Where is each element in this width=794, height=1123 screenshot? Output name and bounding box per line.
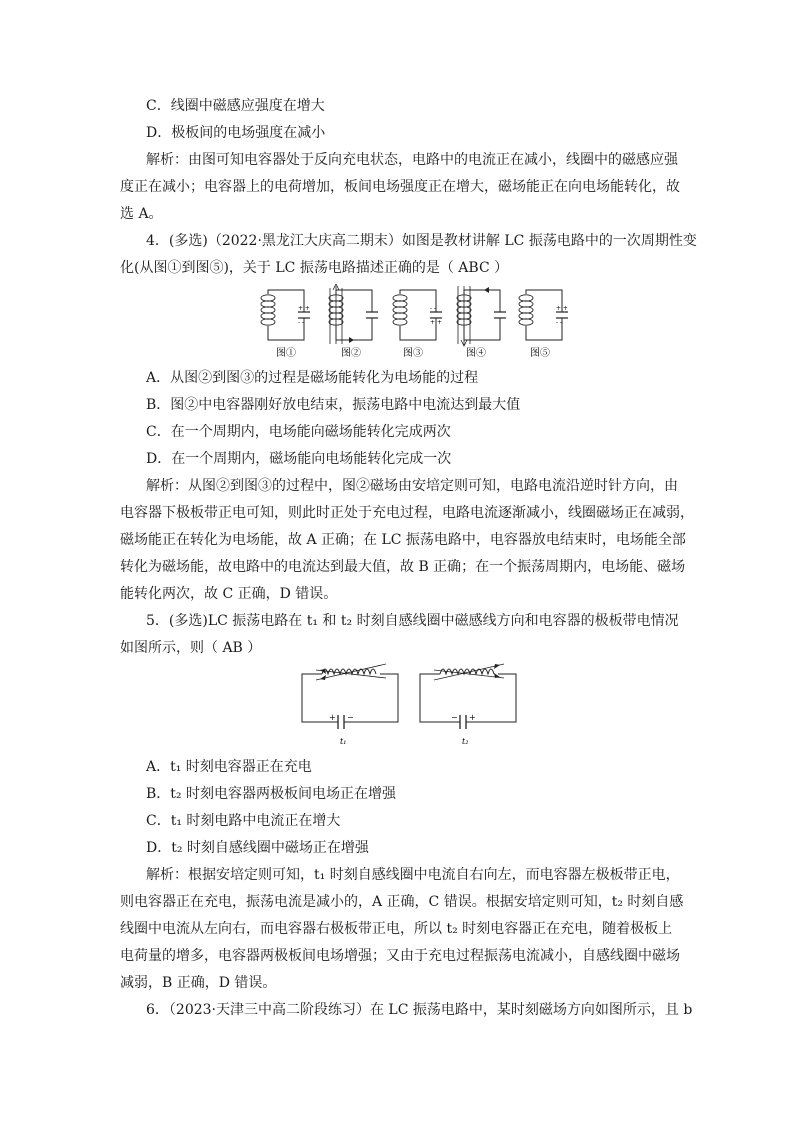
- svg-text:- -: - -: [298, 319, 304, 326]
- question-6-stem-line1: 6．（2023·天津三中高二阶段练习）在 LC 振荡电路中，某时刻磁场方向如图所示，且 b: [146, 1002, 693, 1018]
- t2-right-sign: +: [469, 713, 476, 722]
- question-4-stem-line2: 化(从图①到图⑤)，关于 LC 振荡电路描述正确的是（ ABC ）: [120, 260, 509, 276]
- circuit-2: [329, 284, 378, 344]
- question-5-stem-line2: 如图所示，则（ AB ）: [120, 640, 262, 656]
- analysis-q5-line5: 减弱，B 正确，D 错误。: [120, 975, 277, 991]
- figure-label-1: 图①: [276, 348, 296, 359]
- option-d-q5: D．t₂ 时刻自感线圈中磁场正在增强: [146, 840, 369, 856]
- option-b-q4: B．图②中电容器刚好放电结束，振荡电路中电流达到最大值: [146, 397, 521, 413]
- analysis-q4-line1: 解析：从图②到图③的过程中，图②磁场由安培定则可知，电路电流沿逆时针方向，由: [146, 478, 678, 494]
- svg-text:+ +: + +: [298, 305, 310, 312]
- analysis-q4-line2: 电容器下极板带正电可知，则此时正处于充电过程，电路电流逐渐减小，线圈磁场正在减弱，: [120, 505, 694, 521]
- figure-label-4: 图④: [466, 348, 486, 359]
- lc-circuit-figure-2: [298, 658, 520, 750]
- option-d-q4: D．在一个周期内，磁场能向电场能转化完成一次: [146, 451, 452, 467]
- option-a-q5: A．t₁ 时刻电容器正在充电: [146, 759, 312, 775]
- option-c-q5: C．t₁ 时刻电路中电流正在增大: [146, 813, 341, 829]
- question-4-stem-line1: 4．(多选)（2022·黑龙江大庆高二期末）如图是教材讲解 LC 振荡电路中的一次周期性变: [146, 233, 697, 249]
- analysis-q4-line4: 转化为磁场能，故电路中的电流达到最大值，故 B 正确；在一个振荡周期内，电场能、磁场: [120, 559, 686, 575]
- t2-left-sign: −: [451, 713, 458, 722]
- analysis-q5-line2: 则电容器正在充电，振荡电流是减小的，A 正确，C 错误。根据安培定则可知，t₂ 时刻自感: [120, 894, 684, 910]
- t1-right-sign: −: [347, 713, 354, 722]
- option-d-q3: D．极板间的电场强度在减小: [146, 125, 326, 141]
- t1-label: t₁: [340, 737, 347, 746]
- figure-label-2: 图②: [341, 348, 361, 359]
- analysis-q5-line3: 线圈中电流从左向右，而电容器右极板带正电，所以 t₂ 时刻电容器正在充电，随着极板上: [120, 921, 673, 937]
- analysis-q4-line5: 能转化两次，故 C 正确，D 错误。: [120, 586, 338, 602]
- circuit-t2: [420, 664, 516, 746]
- analysis-q3-line1: 解析：由图可知电容器处于反向充电状态，电路中的电流正在减小，线圈中的磁感应强: [146, 152, 678, 168]
- analysis-q5-line4: 电荷量的增多，电容器两极板间电场增强；又由于充电过程振荡电流减小，自感线圈中磁场: [120, 948, 680, 964]
- option-c-q3: C．线圈中磁感应强度在增大: [146, 98, 325, 114]
- analysis-q5-line1: 解析：根据安培定则可知，t₁ 时刻自感线圈中电流自右向左，而电容器左极板带正电，: [146, 867, 680, 883]
- circuit-5: [519, 290, 568, 340]
- figure-label-3: 图③: [403, 348, 423, 359]
- lc-circuit-figure-1: [254, 284, 574, 362]
- svg-text:+ +: + +: [430, 319, 442, 326]
- svg-text:- -: - -: [556, 319, 562, 326]
- circuit-t1: [302, 664, 398, 746]
- t1-left-sign: +: [329, 713, 336, 722]
- option-a-q4: A．从图②到图③的过程是磁场能转化为电场能的过程: [146, 370, 479, 386]
- circuit-4: [457, 286, 506, 346]
- figure-label-5: 图⑤: [530, 348, 550, 359]
- question-5-stem-line1: 5．(多选)LC 振荡电路在 t₁ 和 t₂ 时刻自感线圈中磁感线方向和电容器的极板带电情况: [146, 613, 679, 629]
- svg-text:+ +: + +: [556, 305, 568, 312]
- svg-text:- -: - -: [430, 305, 436, 312]
- analysis-q3-line2: 度正在减小；电容器上的电荷增加，板间电场强度正在增大，磁场能正在向电场能转化，故: [120, 179, 680, 195]
- option-b-q5: B．t₂ 时刻电容器两极板间电场正在增强: [146, 786, 396, 802]
- circuit-3: [393, 290, 442, 340]
- analysis-q4-line3: 磁场能正在转化为电场能，故 A 正确；在 LC 振荡电路中，电容器放电结束时，电场能全部: [120, 532, 686, 548]
- circuit-1: [261, 290, 310, 340]
- option-c-q4: C．在一个周期内，电场能向磁场能转化完成两次: [146, 424, 451, 440]
- analysis-q3-line3: 选 A。: [120, 206, 163, 222]
- t2-label: t₂: [462, 737, 469, 746]
